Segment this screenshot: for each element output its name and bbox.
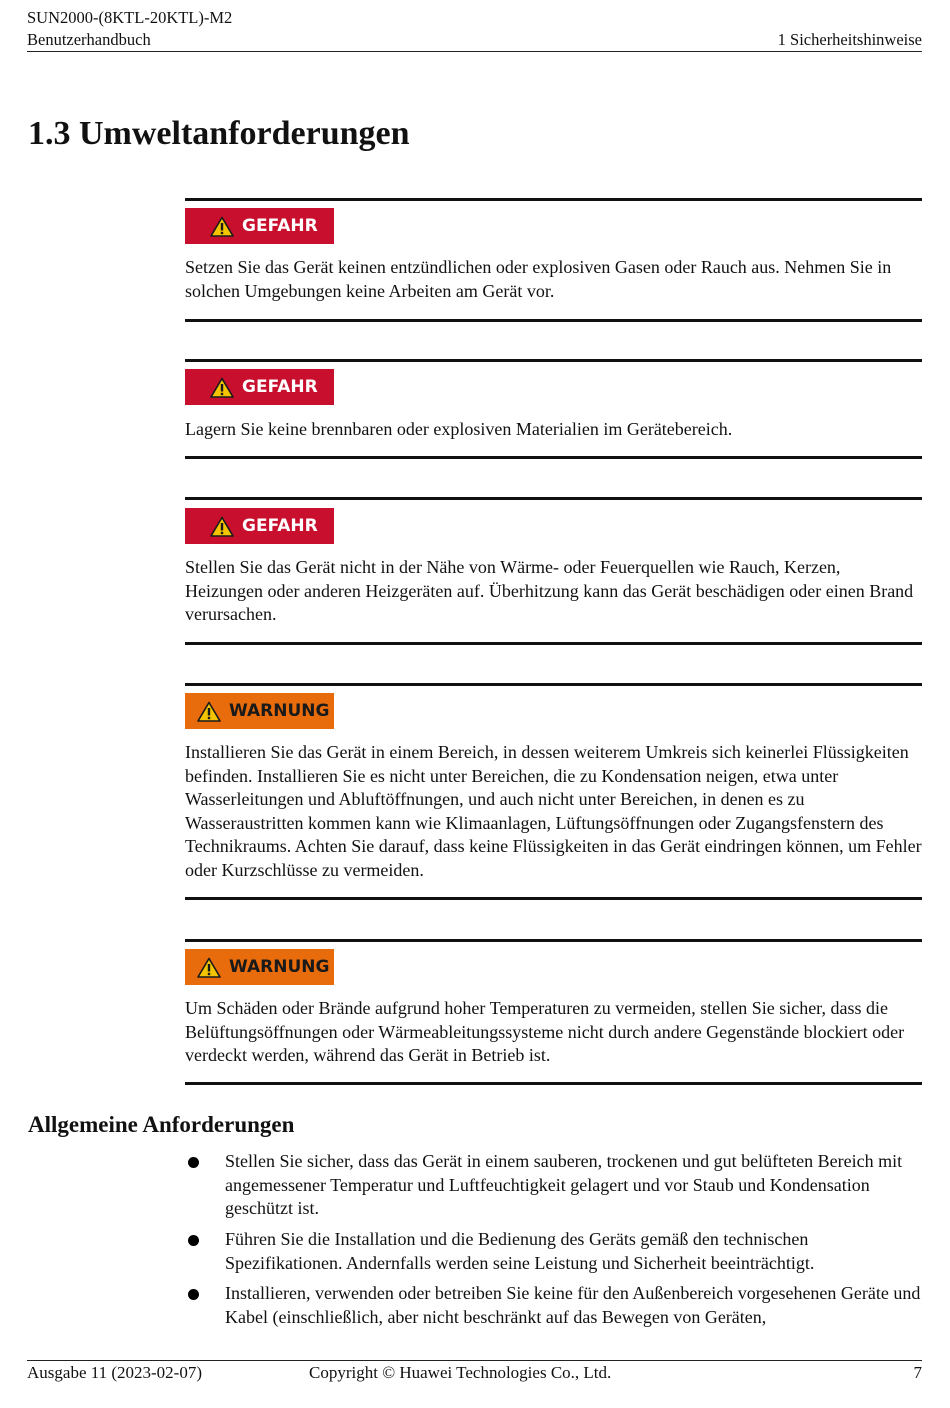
- header-manual: Benutzerhandbuch: [27, 30, 151, 49]
- danger-badge: [185, 508, 334, 544]
- footer-edition: Ausgabe 11 (2023-02-07): [27, 1363, 202, 1382]
- notice-text: Lagern Sie keine brennbaren oder explosiven Materialien im Gerätebereich.: [185, 419, 733, 439]
- header-product: SUN2000-(8KTL-20KTL)-M2: [27, 8, 233, 27]
- bullet-dot: [188, 1289, 199, 1300]
- danger-badge: [185, 208, 334, 244]
- danger-notice: [185, 359, 922, 462]
- badge-label: WARNUNG: [229, 957, 330, 977]
- list-item-text: Installieren, verwenden oder betreiben Sie keine für den Außenbereich vorgesehenen Geräte und Kabel (einschließlich, aber nicht beschränkt auf das Bewegen von Geräten,: [225, 1283, 921, 1327]
- badge-label: GEFAHR: [242, 516, 318, 536]
- warning-triangle-icon: [210, 377, 234, 398]
- badge-label: GEFAHR: [242, 377, 318, 397]
- warning-triangle-icon: [210, 516, 234, 537]
- notice-top-rule: [185, 683, 922, 686]
- footer-rule: [27, 1360, 922, 1361]
- list-item: [185, 1228, 922, 1276]
- list-item-text: Stellen Sie sicher, dass das Gerät in einem sauberen, trockenen und gut belüfteten Bereich mit angemessener Temperatur und Luftfeuchtigkeit gelagert und vor Staub und Kondensation geschützt ist.: [225, 1151, 903, 1218]
- notice-bottom-rule: [185, 319, 922, 322]
- list-item: [185, 1282, 922, 1330]
- warning-triangle-icon: [210, 216, 234, 237]
- warning-notice: [185, 939, 922, 1087]
- notice-text: Installieren Sie das Gerät in einem Bereich, in dessen weiterem Umkreis sich keinerlei Flüssigkeiten befinden. Installieren Sie es nicht unter Bereichen, die zu Kondensation neigen, etwa unter Wasserleitungen und Abluftöffnungen, und auch nicht unter Bereichen, in denen es zu Wasseraustritten kommen kann wie Klimaanlagen, Lüftungsöffnungen oder Zugangsfenstern des Technikraums. Achten Sie darauf, dass keine Flüssigkeiten in das Gerät eindringen können, um Fehler oder Kurzschlüsse zu vermeiden.: [185, 742, 922, 880]
- list-item-text: Führen Sie die Installation und die Bedienung des Geräts gemäß den technischen Spezifikationen. Andernfalls werden seine Leistung und Sicherheit beeinträchtigt.: [225, 1229, 815, 1273]
- notice-top-rule: [185, 359, 922, 362]
- notice-bottom-rule: [185, 897, 922, 900]
- warning-badge: [185, 949, 334, 985]
- footer-copyright: Copyright © Huawei Technologies Co., Ltd.: [309, 1363, 612, 1382]
- notice-top-rule: [185, 939, 922, 942]
- badge-label: GEFAHR: [242, 216, 318, 236]
- danger-notice: [185, 497, 922, 647]
- notice-text: Um Schäden oder Brände aufgrund hoher Temperaturen zu vermeiden, stellen Sie sicher, dass die Belüftungsöffnungen oder Wärmeableitungssysteme nicht durch andere Gegenstände blockiert oder verdeckt werden, während das Gerät in Betrieb ist.: [185, 998, 905, 1065]
- warning-notice: [185, 683, 922, 904]
- notice-bottom-rule: [185, 456, 922, 459]
- notice-top-rule: [185, 497, 922, 500]
- header-chapter: 1 Sicherheitshinweise: [777, 30, 922, 49]
- warning-badge: [185, 693, 334, 729]
- notice-text: Stellen Sie das Gerät nicht in der Nähe von Wärme- oder Feuerquellen wie Rauch, Kerzen, Heizungen oder anderen Heizgeräten auf. Überhitzung kann das Gerät beschädigen oder einen Brand verursachen.: [185, 557, 914, 624]
- warning-triangle-icon: [197, 957, 221, 978]
- page-number: 7: [913, 1363, 922, 1382]
- notice-top-rule: [185, 198, 922, 201]
- danger-badge: [185, 369, 334, 405]
- list-item: [185, 1150, 922, 1222]
- badge-label: WARNUNG: [229, 701, 330, 721]
- notice-bottom-rule: [185, 642, 922, 645]
- section-title: 1.3 Umweltanforderungen: [28, 115, 410, 152]
- notice-text: Setzen Sie das Gerät keinen entzündlichen oder explosiven Gasen oder Rauch aus. Nehmen Sie in solchen Umgebungen keine Arbeiten am Gerät vor.: [185, 257, 892, 301]
- subsection-title: Allgemeine Anforderungen: [28, 1112, 295, 1137]
- notice-bottom-rule: [185, 1082, 922, 1085]
- danger-notice: [185, 198, 922, 324]
- bullet-dot: [188, 1235, 199, 1246]
- bullet-dot: [188, 1157, 199, 1168]
- header-rule: [27, 51, 922, 52]
- warning-triangle-icon: [197, 701, 221, 722]
